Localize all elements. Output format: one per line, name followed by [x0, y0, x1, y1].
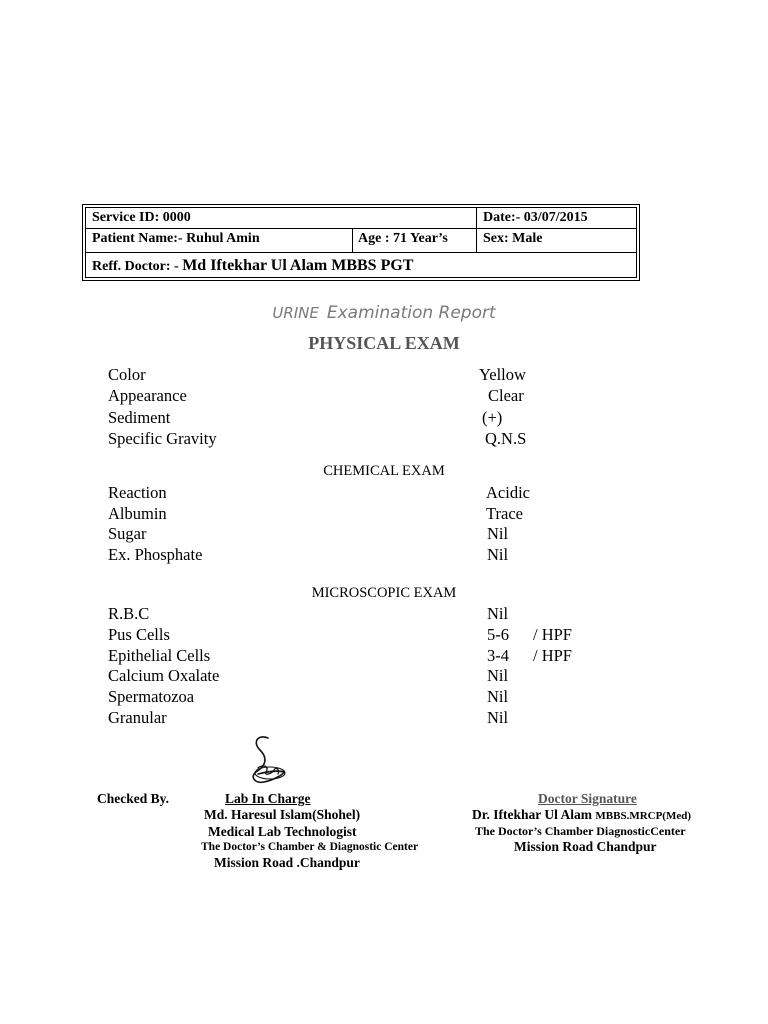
service-id: Service ID: 0000	[92, 210, 191, 225]
doctor-center-address: Mission Road Chandpur	[514, 839, 657, 854]
physical-label-specific-gravity: Specific Gravity	[108, 429, 217, 448]
microscopic-exam-heading: MICROSCOPIC EXAM	[311, 585, 457, 601]
chemical-exam-heading: CHEMICAL EXAM	[323, 463, 445, 479]
table-divider	[86, 228, 636, 229]
microscopic-label-epithelial-cells: Epithelial Cells	[108, 646, 211, 665]
physical-label-appearance: Appearance	[108, 386, 187, 405]
report-title-exam: Examination Report	[326, 303, 496, 323]
microscopic-unit-pus-cells: / HPF	[533, 625, 572, 644]
report-date: Date:- 03/07/2015	[483, 210, 588, 225]
table-divider	[476, 208, 477, 252]
referring-doctor-name: Md Iftekhar Ul Alam MBBS PGT	[182, 257, 414, 274]
checked-by-label: Checked By.	[97, 791, 170, 806]
referring-doctor	[92, 257, 413, 275]
microscopic-value-spermatozoa: Nil	[487, 687, 509, 706]
lab-center-name: The Doctor’s Chamber & Diagnostic Center	[201, 841, 419, 853]
microscopic-value-pus-cells: 5-6	[487, 625, 509, 644]
chemical-label-reaction: Reaction	[108, 483, 167, 502]
microscopic-value-calcium-oxalate: Nil	[487, 666, 509, 685]
patient-info-table	[82, 204, 640, 281]
physical-value-appearance: Clear	[488, 386, 524, 405]
referring-doctor-prefix: Reff. Doctor: -	[92, 259, 183, 274]
microscopic-value-rbc: Nil	[487, 604, 509, 623]
doctor-signature-heading: Doctor Signature	[538, 791, 637, 806]
physical-value-color: Yellow	[479, 365, 526, 384]
microscopic-label-pus-cells: Pus Cells	[108, 625, 170, 644]
microscopic-value-granular: Nil	[487, 708, 509, 727]
lab-in-charge-heading: Lab In Charge	[225, 791, 311, 806]
chemical-label-ex-phosphate: Ex. Phosphate	[108, 545, 203, 564]
microscopic-label-rbc: R.B.C	[108, 604, 150, 623]
microscopic-value-epithelial-cells: 3-4	[487, 646, 509, 665]
patient-name: Patient Name:- Ruhul Amin	[92, 231, 260, 246]
physical-value-specific-gravity: Q.N.S	[485, 429, 527, 448]
physical-value-sediment: (+)	[482, 408, 503, 427]
microscopic-label-calcium-oxalate: Calcium Oxalate	[108, 666, 220, 685]
microscopic-unit-epithelial-cells: / HPF	[533, 646, 572, 665]
microscopic-label-granular: Granular	[108, 708, 167, 727]
doctor-name: Dr. Iftekhar Ul Alam	[472, 807, 593, 822]
patient-sex: Sex: Male	[483, 231, 543, 246]
physical-exam-heading: PHYSICAL EXAM	[308, 333, 460, 353]
chemical-value-albumin: Trace	[486, 504, 523, 523]
microscopic-label-spermatozoa: Spermatozoa	[108, 687, 195, 706]
report-title-urine: URINE	[272, 304, 319, 322]
physical-label-color: Color	[108, 365, 146, 384]
table-divider	[86, 252, 636, 253]
patient-info-table-inner	[85, 207, 637, 278]
physical-label-sediment: Sediment	[108, 408, 171, 427]
chemical-label-albumin: Albumin	[108, 504, 167, 523]
lab-technologist-name: Md. Haresul Islam(Shohel)	[204, 807, 361, 822]
lab-center-address: Mission Road .Chandpur	[214, 855, 360, 870]
doctor-name-line	[472, 807, 691, 823]
report-title	[0, 303, 768, 323]
chemical-value-ex-phosphate: Nil	[487, 545, 509, 564]
lab-signature-icon	[244, 732, 292, 788]
table-divider	[352, 228, 353, 252]
lab-technologist-role: Medical Lab Technologist	[208, 824, 357, 839]
patient-age: Age : 71 Year’s	[358, 231, 448, 246]
doctor-center-name: The Doctor’s Chamber DiagnosticCenter	[475, 824, 686, 838]
doctor-degree: MBBS.MRCP(Med)	[595, 810, 692, 822]
chemical-value-reaction: Acidic	[486, 483, 530, 502]
chemical-value-sugar: Nil	[487, 524, 509, 543]
chemical-label-sugar: Sugar	[108, 524, 147, 543]
